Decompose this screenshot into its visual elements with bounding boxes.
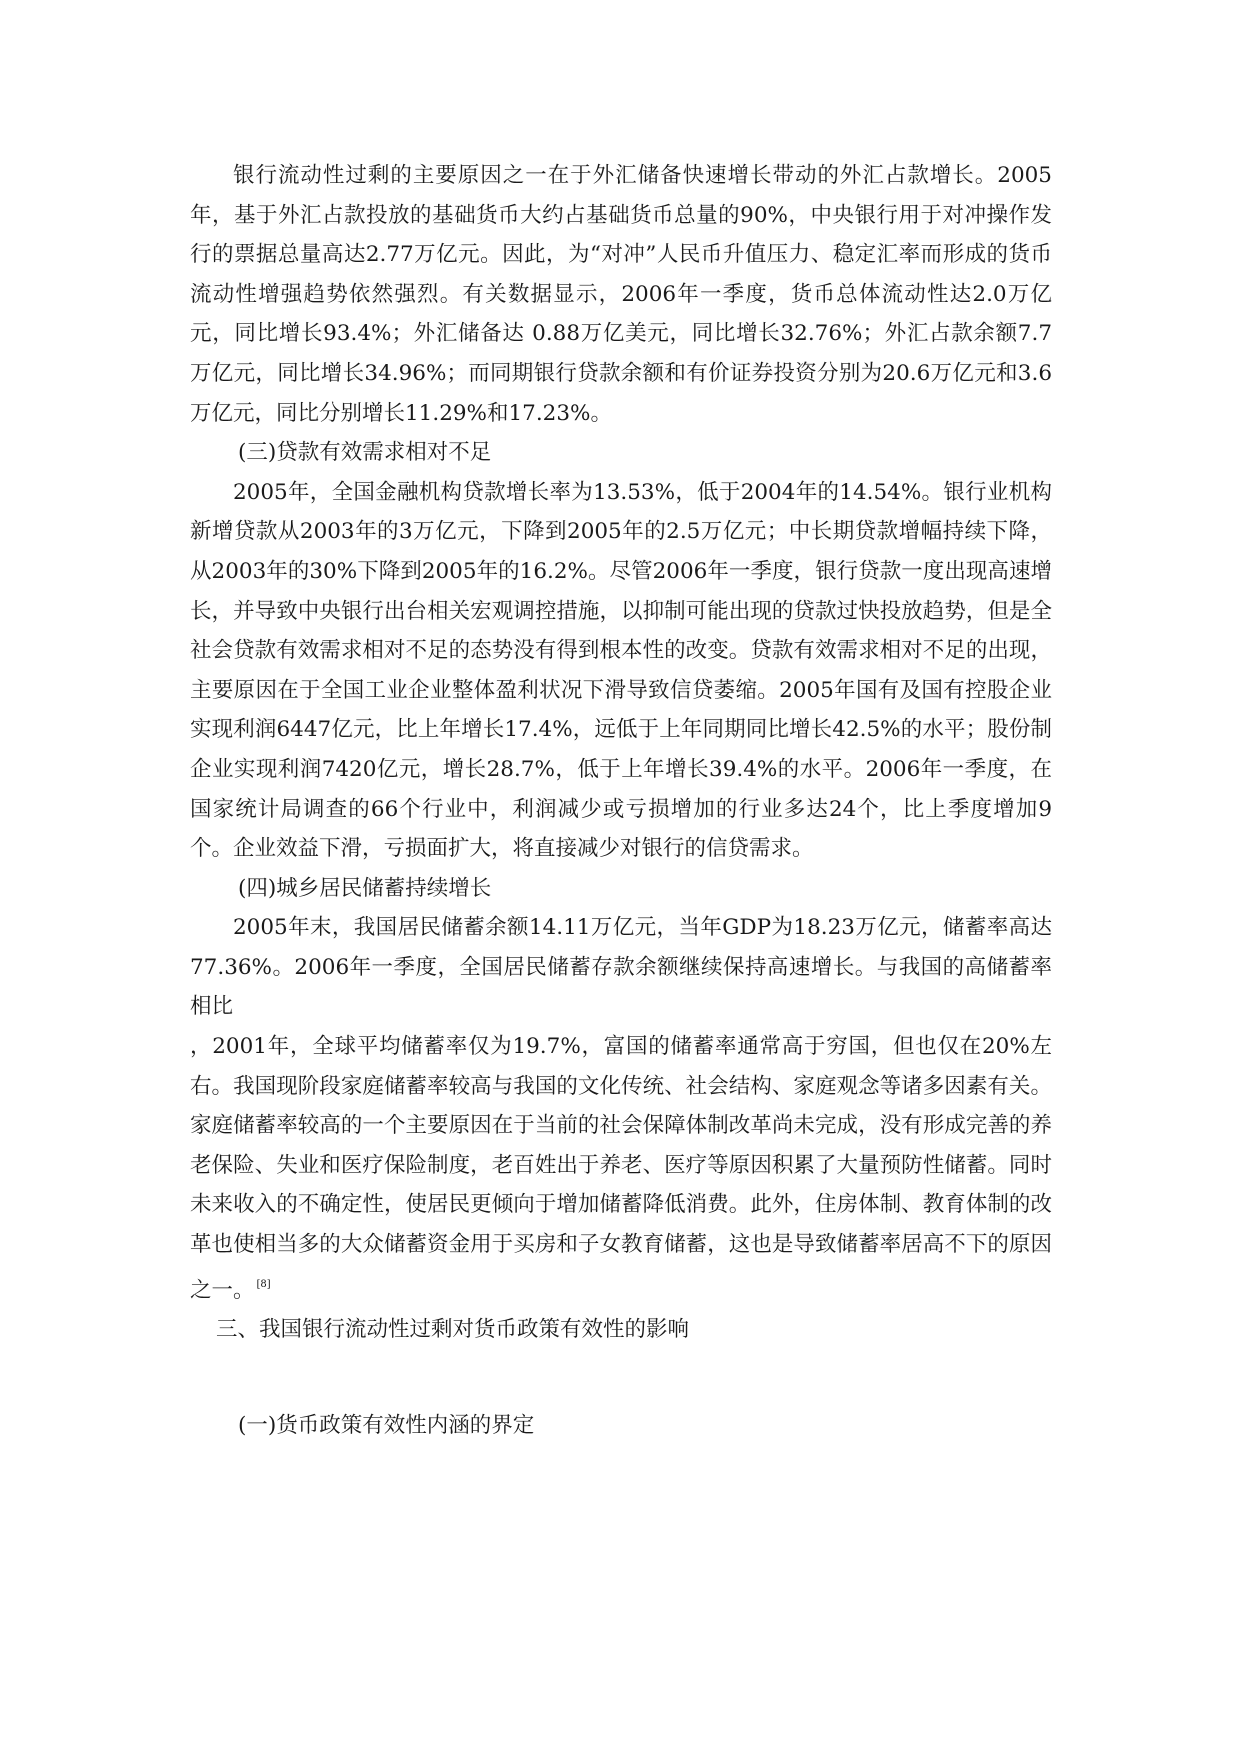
section-spacer — [190, 1350, 1052, 1406]
section-heading-monetary-policy: 三、我国银行流动性过剩对货币政策有效性的影响 — [216, 1317, 690, 1343]
paragraph-loan-demand: 2005年，全国金融机构贷款增长率为13.53%，低于2004年的14.54%。银行业机构新增贷款从2003年的3万亿元，下降到2005年的2.5万亿元；中长期贷款增幅持续下降，从2003年的30%下降到2005年的16.2%。尽管2006年一季度，银行贷款一度出现高速增长，并导致中央银行出台相关宏观调控措施，以抑制可能出现的贷款过快投放趋势，但是全社会贷款有效需求相对不足的态势没有得到根本性的改变。贷款有效需求相对不足的出现，主要原因在于全国工业企业整体盈利状况下滑导致信贷萎缩。2005年国有及国有控股企业实现利润6447亿元，比上年增长17.4%，远低于上年同期同比增长42.5%的水平；股份制企业实现利润7420亿元，增长28.7%，低于上年增长39.4%的水平。2006年一季度，在国家统计局调查的66个行业中，利润减少或亏损增加的行业多达24个，比上季度增加9个。企业效益下滑，亏损面扩大，将直接减少对银行的信贷需求。 — [190, 479, 1052, 862]
paragraph-forex-liquidity: 银行流动性过剩的主要原因之一在于外汇储备快速增长带动的外汇占款增长。2005年，基于外汇占款投放的基础货币大约占基础货币总量的90%，中央银行用于对冲操作发行的票据总量高达2.77万亿元。因此，为“对冲”人民币升值压力、稳定汇率而形成的货币流动性增强趋势依然强烈。有关数据显示，2006年一季度，货币总体流动性达2.0万亿元，同比增长93.4%；外汇储备达 0.88万亿美元，同比增长32.76%；外汇占款余额7.7万亿元，同比增长34.96%；而同期银行贷款余额和有价证券投资分别为20.6万亿元和3.6万亿元，同比分别增长11.29%和17.23%。 — [190, 163, 1052, 426]
subheading-policy-effectiveness: (一)货币政策有效性内涵的界定 — [238, 1412, 535, 1438]
citation-reference: [8] — [256, 1278, 271, 1290]
paragraph-savings-causes — [190, 1027, 1052, 1310]
document-page — [190, 156, 1052, 1445]
subheading-loan-demand: (三)贷款有效需求相对不足 — [238, 440, 492, 466]
paragraph-savings-rate: 2005年末，我国居民储蓄余额14.11万亿元，当年GDP为18.23万亿元，储蓄率高达77.36%。2006年一季度，全国居民储蓄存款余额继续保持高速增长。与我国的高储蓄率相比 — [190, 915, 1052, 1020]
paragraph-savings-causes-text: ，2001年，全球平均储蓄率仅为19.7%，富国的储蓄率通常高于穷国，但也仅在20%左右。我国现阶段家庭储蓄率较高与我国的文化传统、社会结构、家庭观念等诸多因素有关。家庭储蓄率较高的一个主要原因在于当前的社会保障体制改革尚未完成，没有形成完善的养老保险、失业和医疗保险制度，老百姓出于养老、医疗等原因积累了大量预防性储蓄。同时未来收入的不确定性，使居民更倾向于增加储蓄降低消费。此外，住房体制、教育体制的改革也使相当多的大众储蓄资金用于买房和子女教育储蓄，这也是导致储蓄率居高不下的原因之一。 — [190, 1034, 1052, 1303]
subheading-savings-growth: (四)城乡居民储蓄持续增长 — [238, 875, 492, 901]
